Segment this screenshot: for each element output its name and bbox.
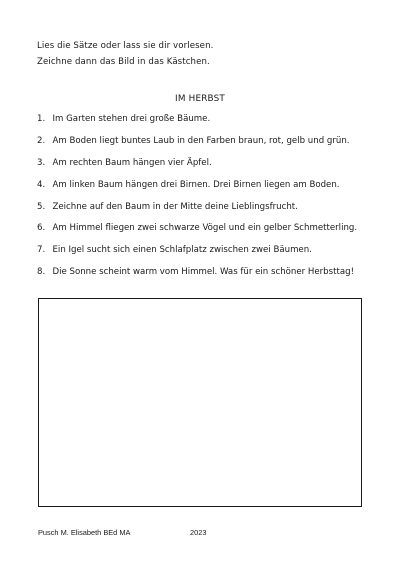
item-number: 8. [37,267,46,278]
footer-author: Pusch M. Elisabeth BEd MA [38,528,131,537]
item-number: 3. [37,157,46,168]
item-text: Am Boden liegt buntes Laub in den Farben braun, rot, gelb und grün. [52,135,350,146]
instructions [37,38,213,70]
worksheet-title: IM HERBST [175,94,225,104]
item-text: Die Sonne scheint warm vom Himmel. Was für ein schöner Herbsttag! [52,267,355,278]
list-item [37,113,357,135]
item-number: 7. [37,245,46,256]
item-text: Im Garten stehen drei große Bäume. [52,114,211,124]
sentence-list [37,113,357,288]
list-item [37,201,357,223]
item-text: Am Himmel fliegen zwei schwarze Vögel und ein gelber Schmetterling. [52,223,358,234]
item-number: 2. [37,135,46,146]
item-number: 1. [37,114,46,124]
list-item [37,157,357,179]
instruction-line-read: Lies die Sätze oder lass sie dir vorlesen. [37,41,214,51]
instruction-line-draw: Zeichne dann das Bild in das Kästchen. [37,57,210,67]
footer-year: 2023 [190,528,207,537]
item-text: Am linken Baum hängen drei Birnen. Drei Birnen liegen am Boden. [52,179,340,190]
list-item [37,244,357,266]
list-item [37,135,357,157]
item-text: Ein Igel sucht sich einen Schlafplatz zwischen zwei Bäumen. [52,245,312,256]
item-number: 5. [37,201,46,212]
item-number: 6. [37,223,46,234]
list-item [37,266,357,288]
list-item [37,179,357,201]
item-text: Am rechten Baum hängen vier Äpfel. [52,157,212,168]
item-number: 4. [37,179,46,190]
drawing-box[interactable] [38,298,362,507]
list-item [37,222,357,244]
item-text: Zeichne auf den Baum in der Mitte deine Lieblingsfrucht. [52,201,298,212]
